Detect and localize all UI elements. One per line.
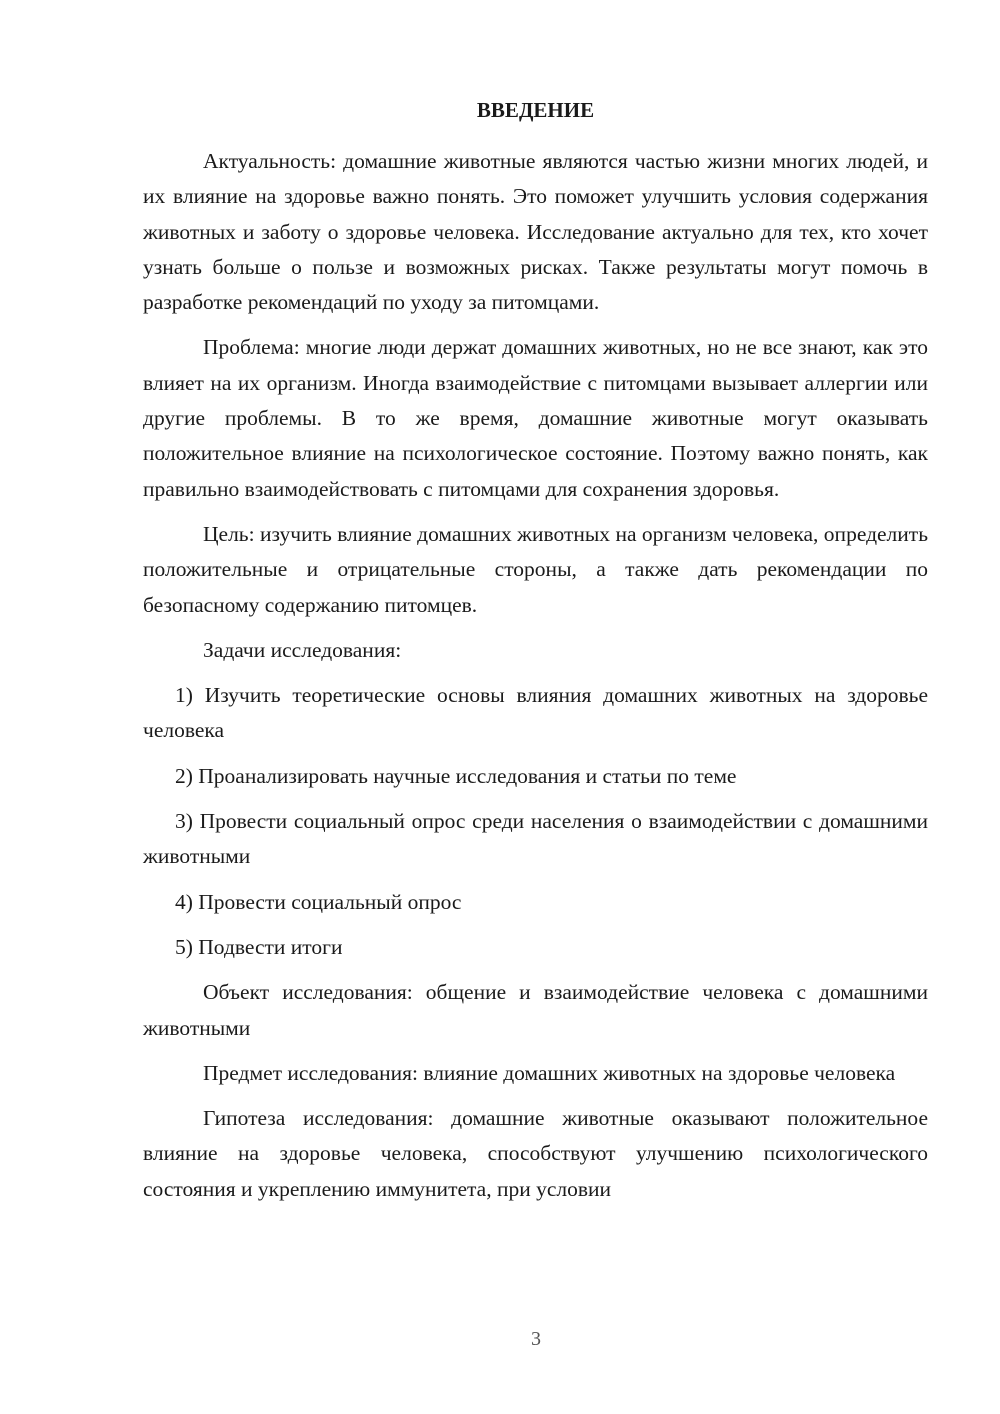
task-item: 5) Подвести итоги <box>175 934 343 959</box>
task-item: 4) Провести социальный опрос <box>175 889 462 914</box>
paragraph-relevance: Актуальность: домашние животные являются частью жизни многих людей, и их влияние на здоровье важно понять. Это поможет улучшить условия содержания животных и заботу о здоровье человека. Исследование актуально для тех, кто хочет узнать больше о пользе и возможных рисках. Также результаты могут помочь в разработке рекомендаций по уходу за питомцами. <box>143 149 928 315</box>
document-page <box>143 92 928 1217</box>
paragraph-object: Объект исследования: общение и взаимодействие человека с домашними животными <box>143 980 928 1040</box>
page-number: 3 <box>531 1328 541 1350</box>
task-item: 3) Провести социальный опрос среди населения о взаимодействии с домашними животными <box>143 809 928 869</box>
paragraph-goal: Цель: изучить влияние домашних животных на организм человека, определить положительные и отрицательные стороны, а также дать рекомендации по безопасному содержанию питомцев. <box>143 521 928 617</box>
paragraph-subject: Предмет исследования: влияние домашних животных на здоровье человека <box>203 1060 896 1085</box>
paragraph-hypothesis: Гипотеза исследования: домашние животные оказывают положительное влияние на здоровье человека, способствуют улучшению психологического состояния и укреплению иммунитета, при условии <box>143 1106 928 1201</box>
tasks-heading: Задачи исследования: <box>203 637 402 662</box>
task-item: 1) Изучить теоретические основы влияния домашних животных на здоровье человека <box>143 683 928 743</box>
page-title: ВВЕДЕНИЕ <box>476 98 595 122</box>
paragraph-problem: Проблема: многие люди держат домашних животных, но не все знают, как это влияет на их организм. Иногда взаимодействие с питомцами вызывает аллергии или другие проблемы. В то же время, домашние животные могут оказывать положительное влияние на психологическое состояние. Поэтому важно понять, как правильно взаимодействовать с питомцами для сохранения здоровья. <box>143 335 928 501</box>
task-item: 2) Проанализировать научные исследования и статьи по теме <box>175 763 737 788</box>
